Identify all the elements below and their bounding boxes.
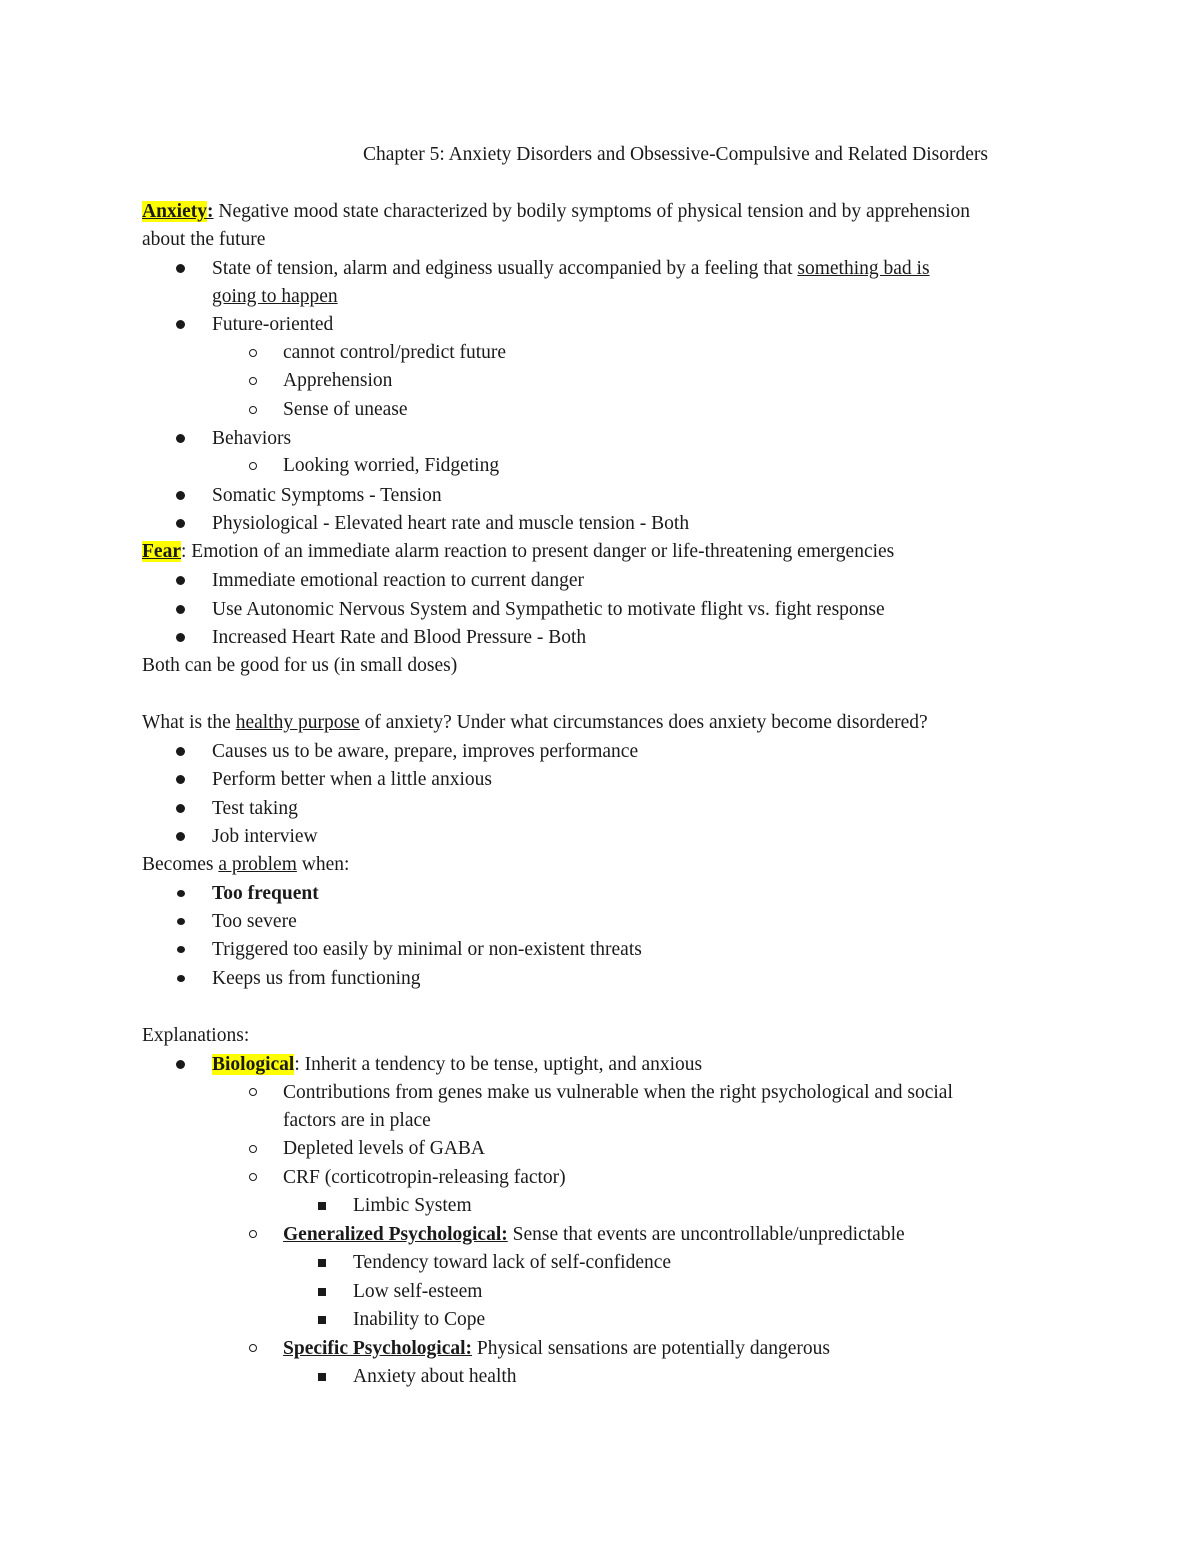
bullet-dot-icon: [176, 832, 185, 841]
anxiety-def-line2: about the future: [142, 229, 266, 250]
sub-list-item: Looking worried, Fidgeting: [283, 455, 500, 476]
bullet-circle-icon: [249, 1344, 257, 1352]
anxiety-def-text: Negative mood state characterized by bodily symptoms of physical tension and by apprehension: [213, 201, 971, 222]
explanations-heading: Explanations:: [142, 1025, 250, 1046]
list-item: [212, 255, 930, 283]
underlined-text: going to happen: [212, 286, 338, 307]
bullet-dot-icon: [176, 434, 185, 443]
underlined-text: healthy purpose: [235, 712, 360, 733]
generalized-psychological-item: [283, 1221, 905, 1249]
list-item-bold: Too frequent: [212, 883, 319, 904]
list-item: Immediate emotional reaction to current danger: [212, 570, 584, 591]
heading-text: Becomes: [142, 854, 219, 875]
specific-psychological-item: [283, 1335, 830, 1363]
sub-sub-list-item: Anxiety about health: [353, 1366, 517, 1387]
generalized-def: Sense that events are uncontrollable/unpredictable: [507, 1224, 905, 1245]
question-text: of anxiety? Under what circumstances does anxiety become disordered?: [359, 712, 928, 733]
fear-definition: [142, 538, 894, 566]
bullet-square-icon: [318, 1288, 326, 1296]
bullet-dot-icon: [176, 775, 185, 784]
sub-list-item: cannot control/predict future: [283, 342, 507, 363]
list-item: Behaviors: [212, 428, 292, 449]
bullet-square-icon: [318, 1373, 326, 1381]
heading-text: when:: [296, 854, 350, 875]
specific-term: Specific Psychological:: [283, 1338, 473, 1359]
bullet-circle-icon: [249, 377, 257, 385]
bullet-square-icon: [318, 1202, 326, 1210]
sub-sub-list-item: Limbic System: [353, 1195, 472, 1216]
fear-def-text: : Emotion of an immediate alarm reaction to present danger or life-threatening emergencies: [180, 541, 895, 562]
bullet-circle-icon: [249, 1173, 257, 1181]
bullet-circle-icon: [249, 1230, 257, 1238]
sub-sub-list-item: Inability to Cope: [353, 1309, 486, 1330]
sub-sub-list-item: Tendency toward lack of self-confidence: [353, 1252, 672, 1273]
bullet-dot-icon: [177, 890, 185, 897]
list-item: Too severe: [212, 911, 297, 932]
sub-sub-list-item: Low self-esteem: [353, 1281, 483, 1302]
underlined-text: something bad is: [797, 258, 930, 279]
list-item: Test taking: [212, 798, 298, 819]
bullet-dot-icon: [176, 1060, 185, 1069]
bullet-dot-icon: [177, 946, 185, 953]
bullet-dot-icon: [177, 918, 185, 925]
sub-list-item-cont: factors are in place: [283, 1110, 431, 1131]
sub-list-item: Depleted levels of GABA: [283, 1138, 485, 1159]
bullet-dot-icon: [176, 633, 185, 642]
page-title: Chapter 5: Anxiety Disorders and Obsessive-Compulsive and Related Disorders: [363, 144, 988, 165]
bullet-dot-icon: [176, 605, 185, 614]
purpose-question: [142, 709, 928, 737]
question-text: What is the: [142, 712, 236, 733]
bullet-circle-icon: [249, 406, 257, 414]
specific-def: Physical sensations are potentially dangerous: [472, 1338, 830, 1359]
problem-heading: [142, 851, 349, 879]
list-item-text: State of tension, alarm and edginess usually accompanied by a feeling that: [212, 258, 798, 279]
bullet-square-icon: [318, 1316, 326, 1324]
bullet-circle-icon: [249, 462, 257, 470]
sub-list-item: Sense of unease: [283, 399, 408, 420]
list-item: Triggered too easily by minimal or non-existent threats: [212, 939, 642, 960]
anxiety-term: Anxiety: [142, 201, 207, 222]
bullet-dot-icon: [176, 747, 185, 756]
bullet-dot-icon: [176, 576, 185, 585]
bullet-dot-icon: [176, 320, 185, 329]
bullet-dot-icon: [176, 519, 185, 528]
biological-def: : Inherit a tendency to be tense, uptight, and anxious: [294, 1054, 703, 1075]
fear-term: Fear: [142, 541, 181, 562]
list-item: Future-oriented: [212, 314, 334, 335]
bullet-circle-icon: [249, 1088, 257, 1096]
bullet-dot-icon: [176, 264, 185, 273]
list-item: Job interview: [212, 826, 318, 847]
list-item: Causes us to be aware, prepare, improves performance: [212, 741, 639, 762]
bullet-dot-icon: [177, 975, 185, 982]
anxiety-colon: :: [207, 201, 214, 222]
bullet-circle-icon: [249, 349, 257, 357]
list-item: Keeps us from functioning: [212, 968, 421, 989]
bullet-square-icon: [318, 1259, 326, 1267]
list-item: Perform better when a little anxious: [212, 769, 492, 790]
biological-item: [212, 1051, 702, 1079]
biological-term: Biological: [212, 1054, 295, 1075]
sub-list-item: Contributions from genes make us vulnerable when the right psychological and social: [283, 1082, 953, 1103]
underlined-text: a problem: [218, 854, 297, 875]
sub-list-item: Apprehension: [283, 370, 393, 391]
anxiety-definition: [142, 198, 970, 226]
bullet-dot-icon: [176, 491, 185, 500]
list-item: Physiological - Elevated heart rate and muscle tension - Both: [212, 513, 690, 534]
list-item: Somatic Symptoms - Tension: [212, 485, 442, 506]
sub-list-item: CRF (corticotropin-releasing factor): [283, 1167, 566, 1188]
bullet-circle-icon: [249, 1145, 257, 1153]
both-line: Both can be good for us (in small doses): [142, 655, 458, 676]
generalized-term: Generalized Psychological:: [283, 1224, 508, 1245]
list-item: Increased Heart Rate and Blood Pressure - Both: [212, 627, 587, 648]
list-item: Use Autonomic Nervous System and Sympathetic to motivate flight vs. fight response: [212, 599, 885, 620]
bullet-dot-icon: [176, 804, 185, 813]
